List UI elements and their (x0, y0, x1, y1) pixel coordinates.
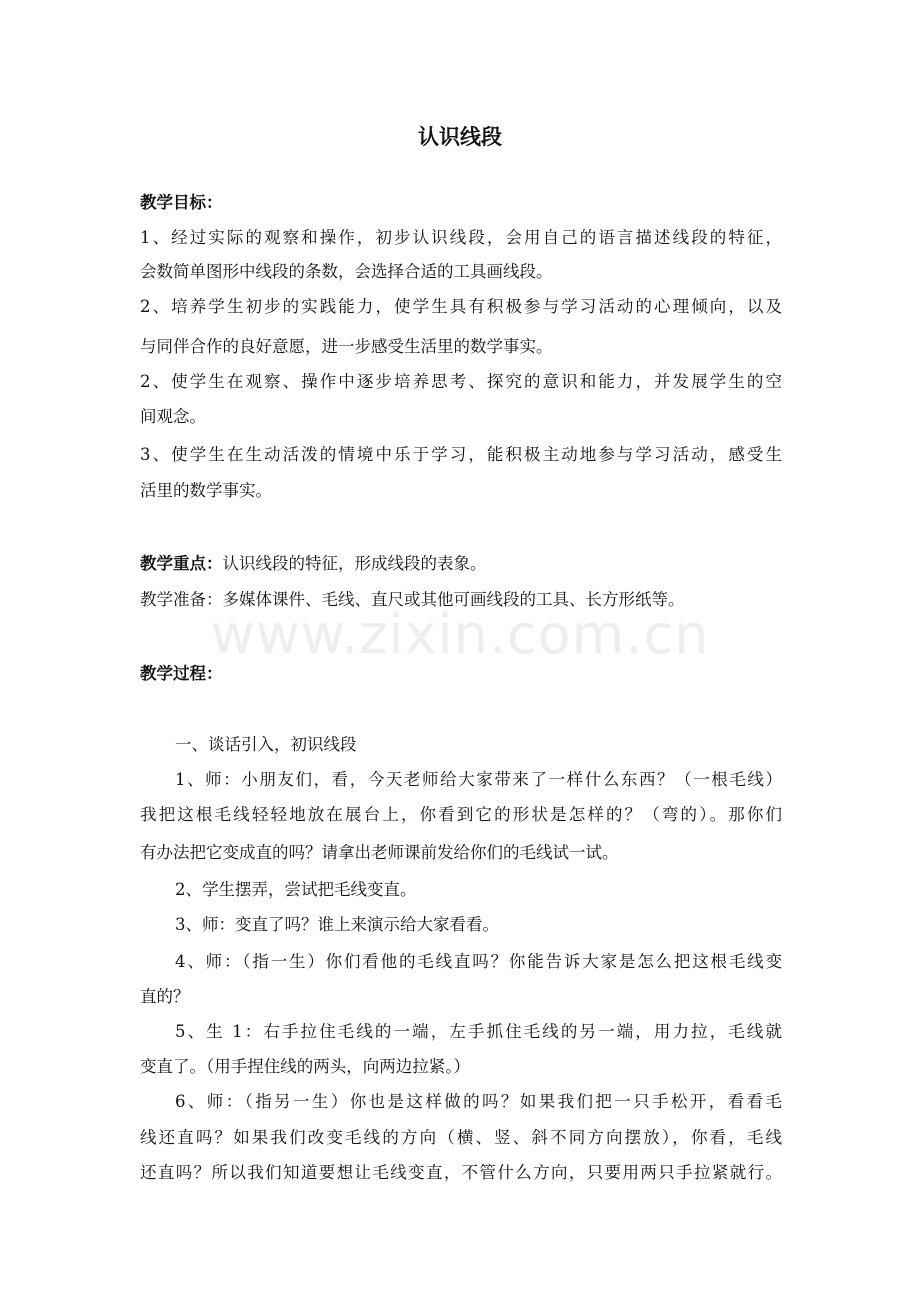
goal-line: 会数简单图形中线段的条数，会选择合适的工具画线段。 (140, 262, 553, 281)
watermark: www.zixin.com.cn (210, 603, 710, 666)
process-line: 1、师：小朋友们，看，今天老师给大家带来了一样什么东西？（一根毛线） (175, 770, 782, 789)
process-line: 直的？ (140, 987, 190, 1006)
key-point-label: 教学重点： (140, 554, 223, 573)
goal-line: 与同伴合作的良好意愿，进一步感受生活里的数学事实。 (140, 337, 553, 356)
process-line: 线还直吗？如果我们改变毛线的方向（横、竖、斜不同方向摆放），你看，毛线 (140, 1128, 782, 1147)
preparation: 教学准备：多媒体课件、毛线、直尺或其他可画线段的工具、长方形纸等。 (140, 590, 685, 609)
process-line: 5、生 1：右手拉住毛线的一端，左手抓住毛线的另一端，用力拉，毛线就 (175, 1022, 782, 1041)
process-line: 变直了。（用手捏住线的两头，向两边拉紧。） (140, 1057, 470, 1076)
key-point (140, 551, 782, 577)
goal-line: 3、使学生在生动活泼的情境中乐于学习，能积极主动地参与学习活动，感受生 (140, 445, 782, 464)
goal-line: 2、培养学生初步的实践能力，使学生具有积极参与学习活动的心理倾向，以及 (140, 297, 782, 316)
goals-heading: 教学目标： (140, 193, 223, 212)
goal-line: 1、经过实际的观察和操作，初步认识线段，会用自己的语言描述线段的特征， (140, 228, 782, 247)
process-line: 还直吗？所以我们知道要想让毛线变直，不管什么方向，只要用两只手拉紧就行。 (140, 1163, 782, 1182)
document-title: 认识线段 (418, 125, 502, 149)
process-line: 有办法把它变成直的吗？请拿出老师课前发给你们的毛线试一试。 (140, 843, 619, 862)
section-heading: 一、谈话引入，初识线段 (175, 735, 357, 754)
process-line: 6、师：（指另一生）你也是这样做的吗？如果我们把一只手松开，看看毛 (175, 1092, 782, 1111)
process-line: 2、学生摆弄，尝试把毛线变直。 (175, 880, 417, 899)
process-line: 我把这根毛线轻轻地放在展台上，你看到它的形状是怎样的？（弯的）。那你们 (140, 805, 782, 824)
goal-line: 2、使学生在观察、操作中逐步培养思考、探究的意识和能力，并发展学生的空 (140, 372, 782, 391)
process-heading: 教学过程： (140, 664, 223, 683)
process-line: 3、师：变直了吗？谁上来演示给大家看看。 (175, 915, 499, 934)
goal-line: 活里的数学事实。 (140, 481, 272, 500)
key-point-text: 认识线段的特征，形成线段的表象。 (222, 554, 487, 573)
goal-line: 间观念。 (140, 407, 206, 426)
process-line: 4、师：（指一生）你们看他的毛线直吗？你能告诉大家是怎么把这根毛线变 (175, 952, 782, 971)
